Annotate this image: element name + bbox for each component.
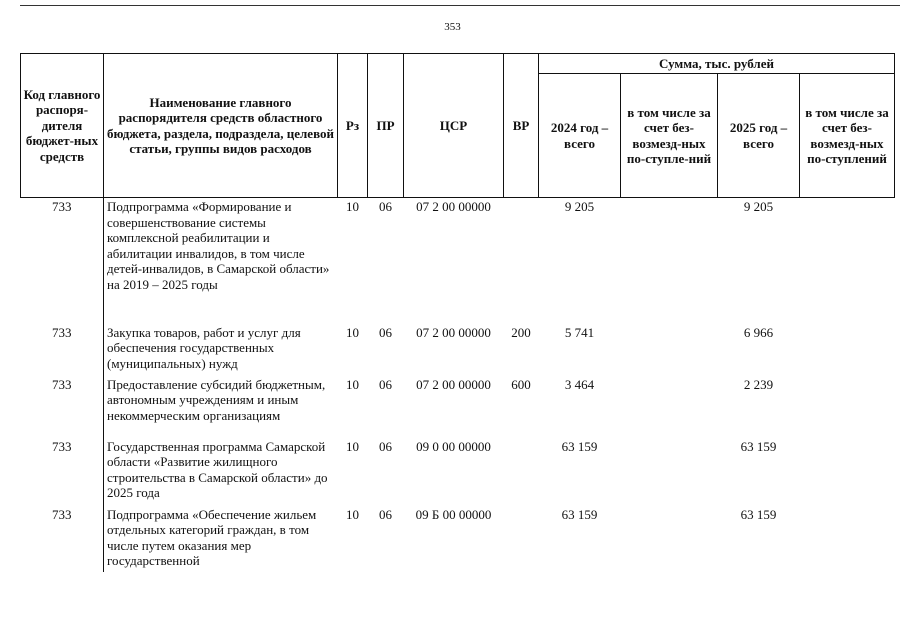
- table-header: [21, 54, 895, 198]
- cell-code: 733: [52, 199, 72, 214]
- cell-code: 733: [52, 438, 72, 454]
- cell-2024-total: 5 741: [564, 324, 595, 340]
- cell-2024-grants: [621, 506, 718, 572]
- cell-pr: 06: [379, 199, 392, 214]
- header-rz: Рз: [338, 54, 368, 198]
- cell-2025-grants: [800, 198, 895, 324]
- cell-rz: 10: [346, 199, 359, 214]
- cell-2024-grants: [621, 376, 718, 438]
- cell-2024-grants: [621, 438, 718, 506]
- table-row: [21, 376, 895, 438]
- header-2025-total: 2025 год – всего: [718, 74, 800, 198]
- cell-2025-grants: [800, 438, 895, 506]
- header-2024-grants: в том числе за счет без-возмезд-ных по-ступле-ний: [621, 74, 718, 198]
- header-code-text: Код главного распоря-дителя бюджет-ных средств: [23, 86, 101, 164]
- cell-pr: 06: [379, 438, 392, 454]
- header-name: [104, 54, 338, 198]
- cell-rz: 10: [346, 376, 359, 392]
- header-2024-total: 2024 год – всего: [539, 74, 621, 198]
- cell-2025-grants: [800, 324, 895, 376]
- cell-name: Закупка товаров, работ и услуг для обеспечения государственных (муниципальных) нужд: [104, 324, 338, 376]
- page-number: 353: [444, 21, 461, 33]
- cell-2025-grants: [800, 506, 895, 572]
- header-csr: ЦСР: [404, 54, 504, 198]
- budget-table: [20, 53, 895, 572]
- header-sum-group: Сумма, тыс. рублей: [539, 54, 895, 74]
- cell-pr: 06: [379, 506, 392, 522]
- cell-csr: 07 2 00 00000: [416, 199, 491, 214]
- cell-2025-total: 2 239: [743, 376, 774, 392]
- cell-vr: [504, 198, 539, 324]
- cell-rz: 10: [346, 506, 359, 522]
- cell-2024-grants: [621, 198, 718, 324]
- table-row: [21, 506, 895, 572]
- header-pr: ПР: [368, 54, 404, 198]
- cell-csr: 07 2 00 00000: [416, 376, 491, 392]
- cell-rz: 10: [346, 324, 359, 340]
- cell-csr: 07 2 00 00000: [416, 324, 491, 340]
- cell-name: Подпрограмма «Обеспечение жильем отдельных категорий граждан, в том числе путем оказания мер государственной: [104, 506, 338, 572]
- cell-vr: 200: [511, 324, 531, 340]
- table-row: [21, 324, 895, 376]
- header-name-text: Наименование главного распорядителя средств областного бюджета, раздела, подраздела, целевой статьи, группы видов расходов: [107, 94, 334, 156]
- top-rule: [20, 5, 900, 6]
- cell-2024-total: 63 159: [561, 506, 598, 522]
- cell-name: Государственная программа Самарской области «Развитие жилищного строительства в Самарской области» до 2025 года: [104, 438, 338, 506]
- cell-2025-total: 6 966: [743, 324, 774, 340]
- table-row: [21, 198, 895, 324]
- table-row: [21, 438, 895, 506]
- cell-name: Подпрограмма «Формирование и совершенствование системы комплексной реабилитации и абилитации инвалидов, в том числе детей-инвалидов, в Самарской области» на 2019 – 2025 годы: [104, 198, 338, 324]
- header-vr: ВР: [504, 54, 539, 198]
- header-2025-grants: в том числе за счет без-возмезд-ных по-ступлений: [800, 74, 895, 198]
- cell-2025-total: 63 159: [740, 438, 777, 454]
- cell-2024-total: 9 205: [564, 199, 595, 214]
- cell-csr: 09 Б 00 00000: [415, 506, 492, 522]
- cell-vr: [504, 506, 539, 572]
- cell-2025-total: 63 159: [740, 506, 777, 522]
- cell-2024-grants: [621, 324, 718, 376]
- cell-2025-grants: [800, 376, 895, 438]
- cell-name: Предоставление субсидий бюджетным, автономным учреждениям и иным некоммерческим организациям: [104, 376, 338, 438]
- cell-vr: 600: [511, 376, 531, 392]
- cell-vr: [504, 438, 539, 506]
- cell-2025-total: 9 205: [743, 199, 774, 214]
- cell-pr: 06: [379, 324, 392, 340]
- cell-csr: 09 0 00 00000: [416, 438, 491, 454]
- cell-code: 733: [52, 324, 72, 340]
- table-body: [21, 198, 895, 572]
- cell-rz: 10: [346, 438, 359, 454]
- cell-2024-total: 3 464: [564, 376, 595, 392]
- cell-pr: 06: [379, 376, 392, 392]
- cell-code: 733: [52, 506, 72, 522]
- cell-2024-total: 63 159: [561, 438, 598, 454]
- cell-code: 733: [52, 376, 72, 392]
- header-code: [21, 54, 104, 198]
